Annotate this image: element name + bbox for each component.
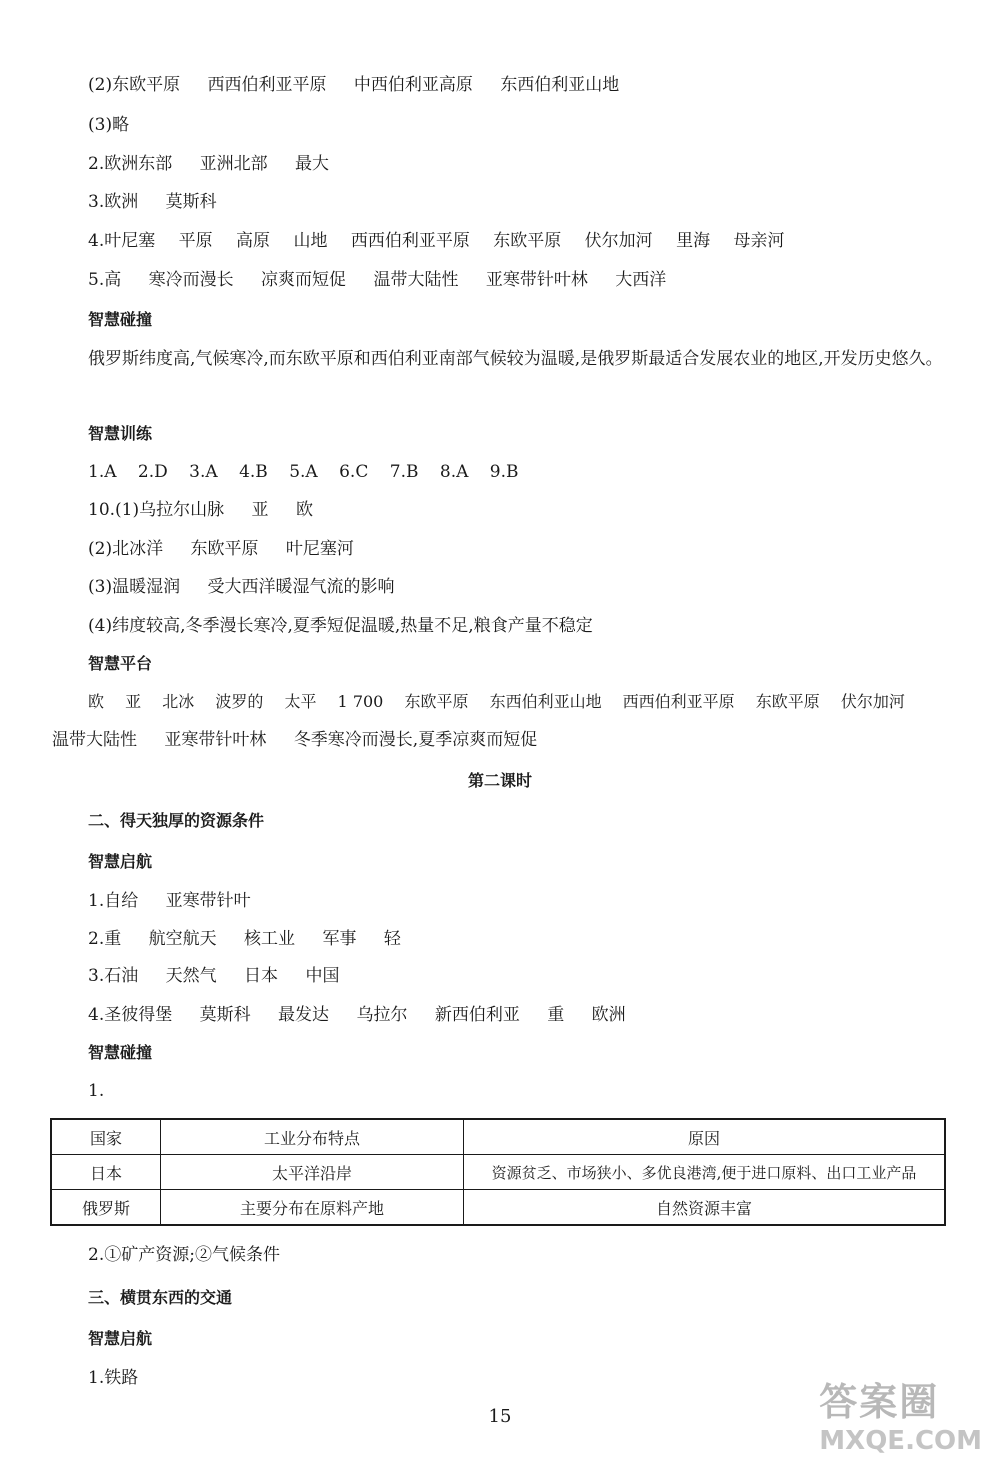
answer-item: 3.A: [189, 462, 218, 482]
answer-line: [88, 537, 354, 561]
answer-item: 最发达: [278, 1005, 330, 1025]
answer-item: 大西洋: [615, 270, 667, 290]
answer-item: 莫斯科: [165, 192, 217, 212]
answer-line: 2.①矿产资源;②气候条件: [88, 1245, 280, 1265]
answer-item: 6.C: [339, 462, 369, 482]
answer-item: 2.D: [137, 462, 168, 482]
answer-item: 温带大陆性: [373, 270, 459, 290]
answer-line: [88, 268, 666, 292]
answer-line: (3)略: [88, 115, 130, 135]
table-header-cell: 国家: [51, 1119, 161, 1155]
answer-item: 东欧平原: [190, 539, 259, 559]
table-cell: 资源贫乏、市场狭小、多优良港湾,便于进口原料、出口工业产品: [464, 1155, 946, 1190]
answer-item: 中国: [305, 966, 340, 986]
answer-item: 北冰: [162, 692, 195, 711]
answer-item: 最大: [295, 154, 330, 174]
section-heading: 智慧碰撞: [88, 1043, 153, 1062]
answer-line: [88, 889, 251, 913]
section-heading: 智慧训练: [88, 424, 153, 443]
answer-item: 亚: [125, 692, 142, 711]
answer-item: 东欧平原: [493, 231, 562, 251]
answer-item: 太平: [284, 692, 317, 711]
answer-item: 叶尼塞河: [285, 539, 354, 559]
answer-item: 欧洲: [591, 1005, 626, 1025]
answer-item: 1.自给: [88, 891, 139, 911]
answer-item: 5.A: [289, 462, 318, 482]
table-row: [51, 1190, 945, 1226]
answer-line: [88, 1003, 626, 1027]
answer-line: [88, 460, 519, 484]
answer-line: [88, 575, 395, 599]
answer-item: 温带大陆性: [52, 730, 137, 750]
answer-item: 西西伯利亚平原: [622, 692, 735, 711]
answer-line: [52, 728, 537, 752]
answer-item: 受大西洋暖湿气流的影响: [207, 577, 395, 597]
answer-item: 欧: [88, 692, 105, 711]
answer-item: 3.石油: [88, 966, 139, 986]
answer-line: [88, 152, 329, 176]
table-cell: 自然资源丰富: [464, 1190, 946, 1226]
answer-item: 9.B: [489, 462, 519, 482]
answer-item: 东西伯利亚山地: [489, 692, 602, 711]
answer-item: 4.叶尼塞: [88, 231, 156, 251]
table-cell: 日本: [51, 1155, 161, 1190]
answer-item: 凉爽而短促: [261, 270, 347, 290]
answer-item: 天然气: [165, 966, 217, 986]
answer-item: 1.A: [88, 462, 117, 482]
table-cell: 主要分布在原料产地: [161, 1190, 464, 1226]
answer-line: [88, 964, 339, 988]
paragraph: 俄罗斯纬度高,气候寒冷,而东欧平原和西伯利亚南部气候较为温暖,是俄罗斯最适合发展农业的地区,开发历史悠久。: [88, 349, 943, 369]
answer-line: [88, 190, 217, 214]
answer-item: 东欧平原: [404, 692, 469, 711]
answer-item: 航空航天: [148, 929, 217, 949]
answer-item: 3.欧洲: [88, 192, 139, 212]
answer-item: 亚洲北部: [199, 154, 268, 174]
table-header-cell: 原因: [464, 1119, 946, 1155]
answer-item: (2)北冰洋: [88, 539, 164, 559]
table-cell: 太平洋沿岸: [161, 1155, 464, 1190]
section-heading: 智慧碰撞: [88, 310, 153, 329]
answer-item: 母亲河: [733, 231, 785, 251]
lesson-title: 第二课时: [467, 771, 532, 790]
answer-line: 1.铁路: [88, 1368, 139, 1388]
part-title: 二、得天独厚的资源条件: [88, 811, 265, 830]
answer-item: 西西伯利亚平原: [350, 231, 470, 251]
part-title: 三、横贯东西的交通: [88, 1288, 233, 1307]
answer-item: 欧: [295, 500, 313, 520]
answer-item: 核工业: [244, 929, 296, 949]
answer-item: 军事: [322, 929, 357, 949]
answer-item: 西西伯利亚平原: [207, 75, 327, 95]
answer-item: 里海: [676, 231, 711, 251]
answer-line: (4)纬度较高,冬季漫长寒冷,夏季短促温暖,热量不足,粮食产量不稳定: [88, 616, 593, 636]
answer-item: 冬季寒冷而漫长,夏季凉爽而短促: [293, 730, 538, 750]
answer-item: 5.高: [88, 270, 122, 290]
answer-item: 乌拉尔: [356, 1005, 408, 1025]
answer-item: 高原: [236, 231, 271, 251]
answer-item: 寒冷而漫长: [148, 270, 234, 290]
section-heading: 智慧平台: [88, 654, 153, 673]
answer-item: 10.(1)乌拉尔山脉: [88, 500, 225, 520]
answer-line: [88, 73, 619, 97]
answer-item: 8.A: [439, 462, 469, 482]
watermark-logo: 答案圈: [819, 1380, 940, 1424]
answer-item: 中西伯利亚高原: [353, 75, 473, 95]
answer-item: 亚: [251, 500, 269, 520]
answer-item: 新西伯利亚: [434, 1005, 520, 1025]
answer-line: [88, 927, 401, 951]
industry-table: [50, 1118, 946, 1226]
answer-line: [88, 229, 784, 253]
answer-item: 2.欧洲东部: [88, 154, 173, 174]
answer-item: (2)东欧平原: [88, 75, 181, 95]
answer-item: 轻: [383, 929, 401, 949]
watermark-url: MXQE.COM: [819, 1426, 982, 1456]
answer-item: 伏尔加河: [840, 692, 905, 711]
section-heading: 智慧启航: [88, 852, 153, 871]
answer-line: 1.: [88, 1081, 105, 1101]
table-header-cell: 工业分布特点: [161, 1119, 464, 1155]
table-cell: 俄罗斯: [51, 1190, 161, 1226]
answer-line: [88, 498, 313, 522]
answer-item: 山地: [293, 231, 328, 251]
answer-item: 2.重: [88, 929, 122, 949]
answer-item: 重: [547, 1005, 565, 1025]
answer-line: [88, 690, 905, 714]
answer-item: 日本: [244, 966, 279, 986]
table-header-row: [51, 1119, 945, 1155]
answer-item: 东西伯利亚山地: [500, 75, 620, 95]
page-number: 15: [488, 1406, 512, 1427]
answer-item: 波罗的: [215, 692, 264, 711]
answer-item: 东欧平原: [755, 692, 820, 711]
answer-item: 亚寒带针叶: [165, 891, 251, 911]
answer-item: (3)温暖湿润: [88, 577, 181, 597]
table-row: [51, 1155, 945, 1190]
answer-item: 1 700: [337, 692, 384, 711]
answer-item: 平原: [178, 231, 213, 251]
section-heading: 智慧启航: [88, 1329, 153, 1348]
watermark: [819, 1371, 982, 1456]
answer-item: 亚寒带针叶林: [485, 270, 588, 290]
answer-item: 7.B: [389, 462, 419, 482]
answer-item: 亚寒带针叶林: [164, 730, 267, 750]
answer-item: 4.B: [239, 462, 268, 482]
answer-item: 4.圣彼得堡: [88, 1005, 173, 1025]
answer-item: 莫斯科: [199, 1005, 251, 1025]
answer-item: 伏尔加河: [584, 231, 653, 251]
